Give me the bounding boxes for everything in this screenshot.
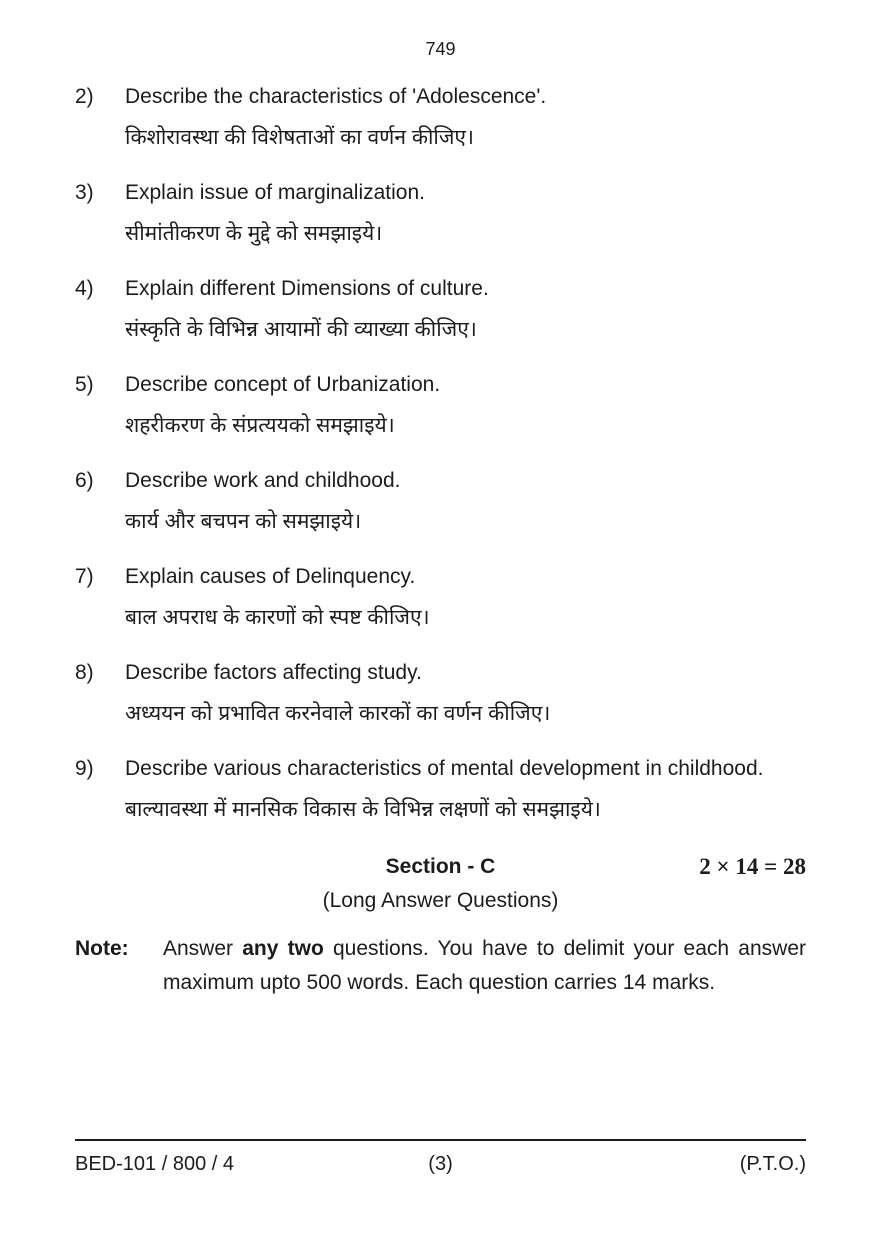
note-label: Note: <box>75 937 129 960</box>
question-body <box>125 652 806 734</box>
question-text-hindi: कार्य और बचपन को समझाइये। <box>125 510 362 533</box>
question-number: 8) <box>75 661 94 684</box>
question-item-8 <box>75 652 806 734</box>
section-marks: 2 × 14 = 28 <box>699 854 806 879</box>
note-text <box>163 932 806 999</box>
note-text-part2: questions. You have to delimit your each answer maximum upto 500 words. Each question carries 14 marks. <box>163 937 806 994</box>
question-item-3 <box>75 172 806 254</box>
footer-pto: (P.T.O.) <box>739 1153 807 1175</box>
footer-paper-code: BED-101 / 800 / 4 <box>75 1153 234 1175</box>
question-text-hindi: शहरीकरण के संप्रत्ययको समझाइये। <box>125 414 395 437</box>
question-number: 2) <box>75 85 94 108</box>
question-number: 5) <box>75 373 94 396</box>
footer-page-number: (3) <box>428 1153 453 1175</box>
section-heading-block <box>75 850 806 918</box>
question-body <box>125 364 806 446</box>
question-text-hindi: बाल अपराध के कारणों को स्पष्ट कीजिए। <box>125 606 430 629</box>
question-text-hindi: संस्कृति के विभिन्न आयामों की व्याख्या कीजिए। <box>125 318 477 341</box>
question-body <box>125 460 806 542</box>
question-number: 6) <box>75 469 94 492</box>
question-body <box>125 76 806 158</box>
section-subtitle: (Long Answer Questions) <box>322 889 559 912</box>
question-text-hindi: अध्ययन को प्रभावित करनेवाले कारकों का वर्णन कीजिए। <box>125 702 551 725</box>
question-text-english: Explain causes of Delinquency. <box>125 565 416 588</box>
question-text-english: Describe concept of Urbanization. <box>125 373 441 396</box>
question-item-4 <box>75 268 806 350</box>
note-text-bold: any two <box>242 937 324 960</box>
footer-rule <box>75 1139 806 1141</box>
question-number: 9) <box>75 757 94 780</box>
question-item-7 <box>75 556 806 638</box>
question-text-english: Explain issue of marginalization. <box>125 181 425 204</box>
question-body <box>125 556 806 638</box>
question-text-english: Describe various characteristics of mental development in childhood. <box>125 757 764 780</box>
question-text-hindi: बाल्यावस्था में मानसिक विकास के विभिन्न लक्षणों को समझाइये। <box>125 798 601 821</box>
note-block <box>75 932 806 999</box>
footer-row <box>75 1152 806 1176</box>
question-list <box>75 76 806 830</box>
question-text-english: Describe work and childhood. <box>125 469 401 492</box>
question-number: 7) <box>75 565 94 588</box>
question-body <box>125 268 806 350</box>
question-number: 3) <box>75 181 94 204</box>
page-footer <box>75 1139 806 1176</box>
question-item-6 <box>75 460 806 542</box>
section-title: Section - C <box>385 855 496 878</box>
question-text-english: Describe factors affecting study. <box>125 661 422 684</box>
note-text-part1: Answer <box>163 937 243 960</box>
question-item-9 <box>75 748 806 830</box>
question-item-2 <box>75 76 806 158</box>
question-item-5 <box>75 364 806 446</box>
question-text-hindi: किशोरावस्था की विशेषताओं का वर्णन कीजिए। <box>125 126 474 149</box>
question-text-english: Describe the characteristics of 'Adolescence'. <box>125 85 547 108</box>
question-text-english: Explain different Dimensions of culture. <box>125 277 489 300</box>
question-text-hindi: सीमांतीकरण के मुद्दे को समझाइये। <box>125 222 383 245</box>
page-number-top: 749 <box>425 39 456 59</box>
question-number: 4) <box>75 277 94 300</box>
question-body <box>125 172 806 254</box>
question-body <box>125 748 806 830</box>
